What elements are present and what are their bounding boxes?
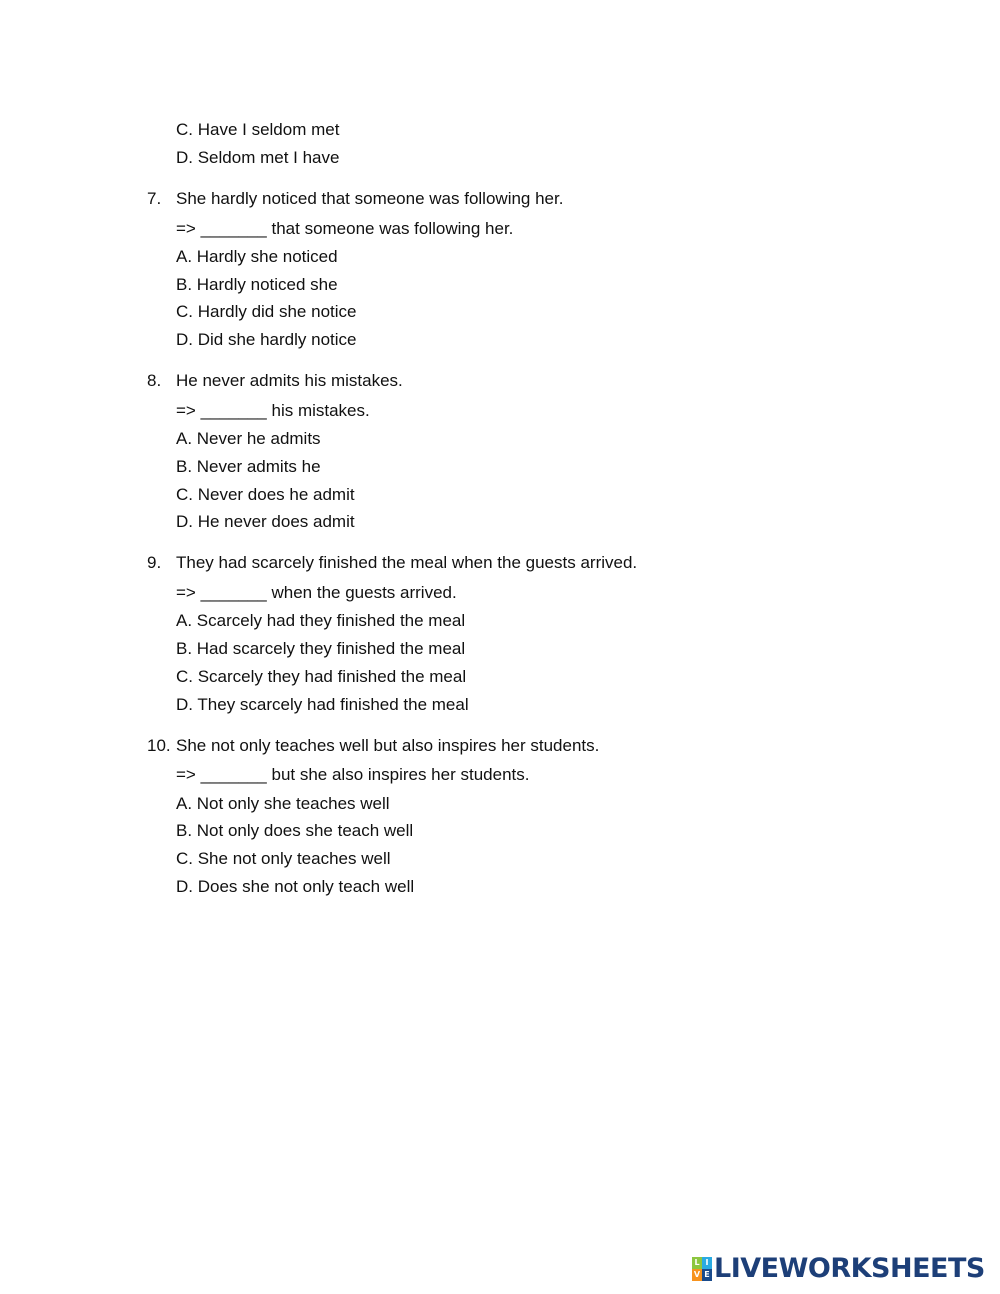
badge-letter-e: E (702, 1269, 712, 1281)
liveworksheets-logo (692, 1254, 985, 1284)
badge-letter-v: V (693, 1270, 701, 1279)
q9-rewrite: => _______ when the guests arrived. (176, 583, 457, 602)
q8-option-b[interactable]: B. Never admits he (176, 457, 321, 476)
q9-sentence: They had scarcely finished the meal when the guests arrived. (176, 553, 638, 572)
q8-option-d[interactable]: D. He never does admit (176, 512, 355, 531)
q8-sentence: He never admits his mistakes. (176, 371, 403, 390)
q7-option-c[interactable]: C. Hardly did she notice (176, 302, 357, 321)
q10-option-d[interactable]: D. Does she not only teach well (176, 877, 415, 896)
q10-option-c[interactable]: C. She not only teaches well (176, 849, 391, 868)
q10-sentence: She not only teaches well but also inspires her students. (176, 736, 600, 755)
q10-option-a[interactable]: A. Not only she teaches well (176, 794, 390, 813)
logo-wordmark: LIVEWORKSHEETS (714, 1253, 985, 1284)
q8-rewrite: => _______ his mistakes. (176, 401, 370, 420)
q6-option-d[interactable]: D. Seldom met I have (176, 148, 340, 167)
q10-rewrite: => _______ but she also inspires her students. (176, 765, 530, 784)
q8-option-c[interactable]: C. Never does he admit (176, 485, 355, 504)
q9-number: 9. (147, 553, 162, 572)
q9-option-b[interactable]: B. Had scarcely they finished the meal (176, 639, 466, 658)
q8-option-a[interactable]: A. Never he admits (176, 429, 321, 448)
q7-option-a[interactable]: A. Hardly she noticed (176, 247, 338, 266)
live-badge-icon (692, 1257, 712, 1281)
q10-number: 10. (147, 736, 171, 755)
q7-number: 7. (147, 189, 162, 208)
q8-number: 8. (147, 371, 162, 390)
q7-sentence: She hardly noticed that someone was following her. (176, 189, 564, 208)
q9-option-d[interactable]: D. They scarcely had finished the meal (176, 695, 469, 714)
q9-option-c[interactable]: C. Scarcely they had finished the meal (176, 667, 467, 686)
q6-option-c[interactable]: C. Have I seldom met (176, 120, 340, 139)
badge-letter-i: I (702, 1257, 712, 1269)
q7-rewrite: => _______ that someone was following her. (176, 219, 514, 238)
q10-option-b[interactable]: B. Not only does she teach well (176, 821, 414, 840)
q9-option-a[interactable]: A. Scarcely had they finished the meal (176, 611, 466, 630)
q7-option-b[interactable]: B. Hardly noticed she (176, 275, 338, 294)
q7-option-d[interactable]: D. Did she hardly notice (176, 330, 357, 349)
badge-letter-l: L (692, 1257, 702, 1269)
